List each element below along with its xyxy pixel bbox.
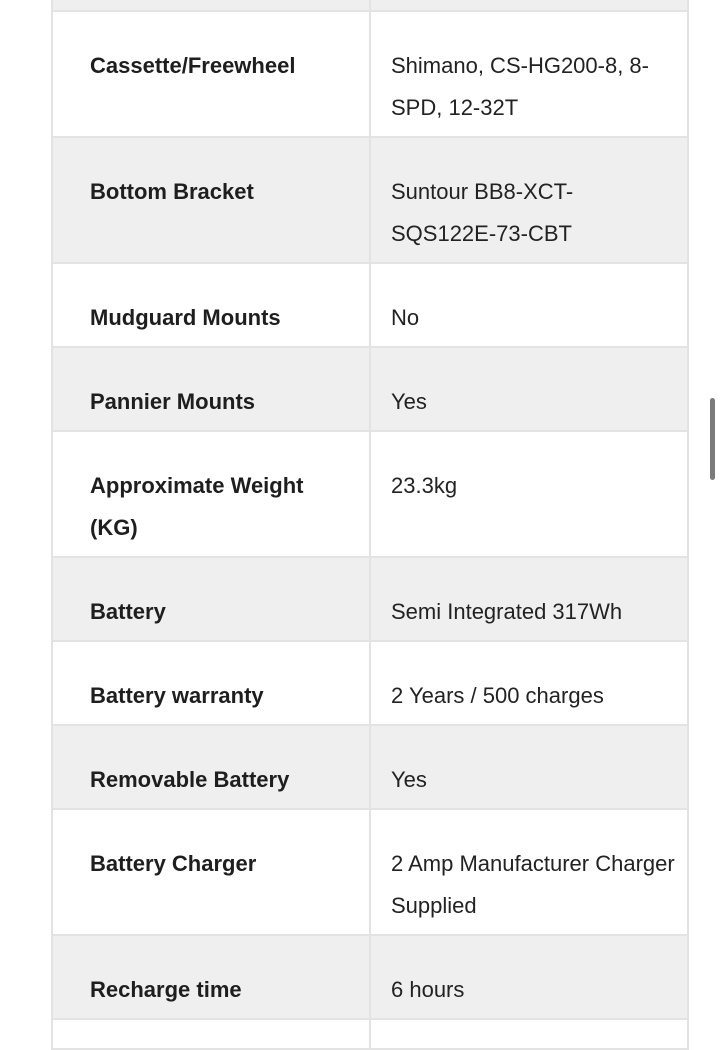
spec-label-cell bbox=[52, 0, 370, 11]
spec-value: Semi Integrated 317Wh bbox=[391, 599, 623, 624]
spec-value-cell bbox=[370, 347, 688, 431]
spec-value: 6 hours bbox=[391, 977, 465, 1002]
spec-value-cell bbox=[370, 137, 688, 263]
spec-label: Removable Battery bbox=[90, 767, 290, 792]
spec-label-cell bbox=[52, 557, 370, 641]
specifications-table bbox=[51, 0, 689, 1050]
spec-label: Battery bbox=[90, 599, 166, 624]
spec-value: 23.3kg bbox=[391, 473, 458, 498]
table-row bbox=[52, 725, 688, 809]
table-row bbox=[52, 557, 688, 641]
spec-value-cell bbox=[370, 0, 688, 11]
spec-value: Shimano, CS-HG200-8, 8-SPD, 12-32T bbox=[391, 53, 649, 120]
table-row bbox=[52, 137, 688, 263]
spec-label-cell bbox=[52, 137, 370, 263]
spec-value-cell bbox=[370, 641, 688, 725]
spec-table-container bbox=[51, 0, 687, 1050]
table-row bbox=[52, 347, 688, 431]
table-row bbox=[52, 263, 688, 347]
spec-label-cell bbox=[52, 809, 370, 935]
spec-label: Cassette/Freewheel bbox=[90, 53, 296, 78]
spec-label-cell bbox=[52, 11, 370, 137]
table-row bbox=[52, 935, 688, 1019]
spec-value: 2 Years / 500 charges bbox=[391, 683, 604, 708]
spec-value-cell bbox=[370, 809, 688, 935]
table-row bbox=[52, 0, 688, 11]
spec-label-cell bbox=[52, 725, 370, 809]
spec-value-cell bbox=[370, 431, 688, 557]
table-row bbox=[52, 431, 688, 557]
spec-value: Yes bbox=[391, 389, 427, 414]
spec-label: Pannier Mounts bbox=[90, 389, 256, 414]
table-row bbox=[52, 11, 688, 137]
spec-value-cell bbox=[370, 263, 688, 347]
spec-value: Yes bbox=[391, 767, 427, 792]
spec-value: 2 Amp Manufacturer Charger Supplied bbox=[391, 851, 675, 918]
scrollbar-thumb[interactable] bbox=[710, 398, 715, 480]
spec-label: Battery warranty bbox=[90, 683, 264, 708]
spec-label: Bottom Bracket bbox=[90, 179, 254, 204]
spec-value-cell bbox=[370, 725, 688, 809]
spec-label-cell bbox=[52, 431, 370, 557]
spec-label: Approximate Weight (KG) bbox=[90, 473, 304, 540]
spec-value: Suntour BB8-XCT-SQS122E-73-CBT bbox=[391, 179, 574, 246]
spec-label-cell bbox=[52, 641, 370, 725]
spec-value-cell bbox=[370, 11, 688, 137]
spec-value-cell bbox=[370, 557, 688, 641]
spec-value: No bbox=[391, 305, 420, 330]
spec-label: Mudguard Mounts bbox=[90, 305, 281, 330]
spec-label: Recharge time bbox=[90, 977, 242, 1002]
table-row bbox=[52, 809, 688, 935]
spec-label-cell bbox=[52, 263, 370, 347]
spec-value-cell bbox=[370, 935, 688, 1019]
spec-label: Battery Charger bbox=[90, 851, 257, 876]
spec-label-cell bbox=[52, 347, 370, 431]
table-row bbox=[52, 641, 688, 725]
spec-label-cell bbox=[52, 935, 370, 1019]
